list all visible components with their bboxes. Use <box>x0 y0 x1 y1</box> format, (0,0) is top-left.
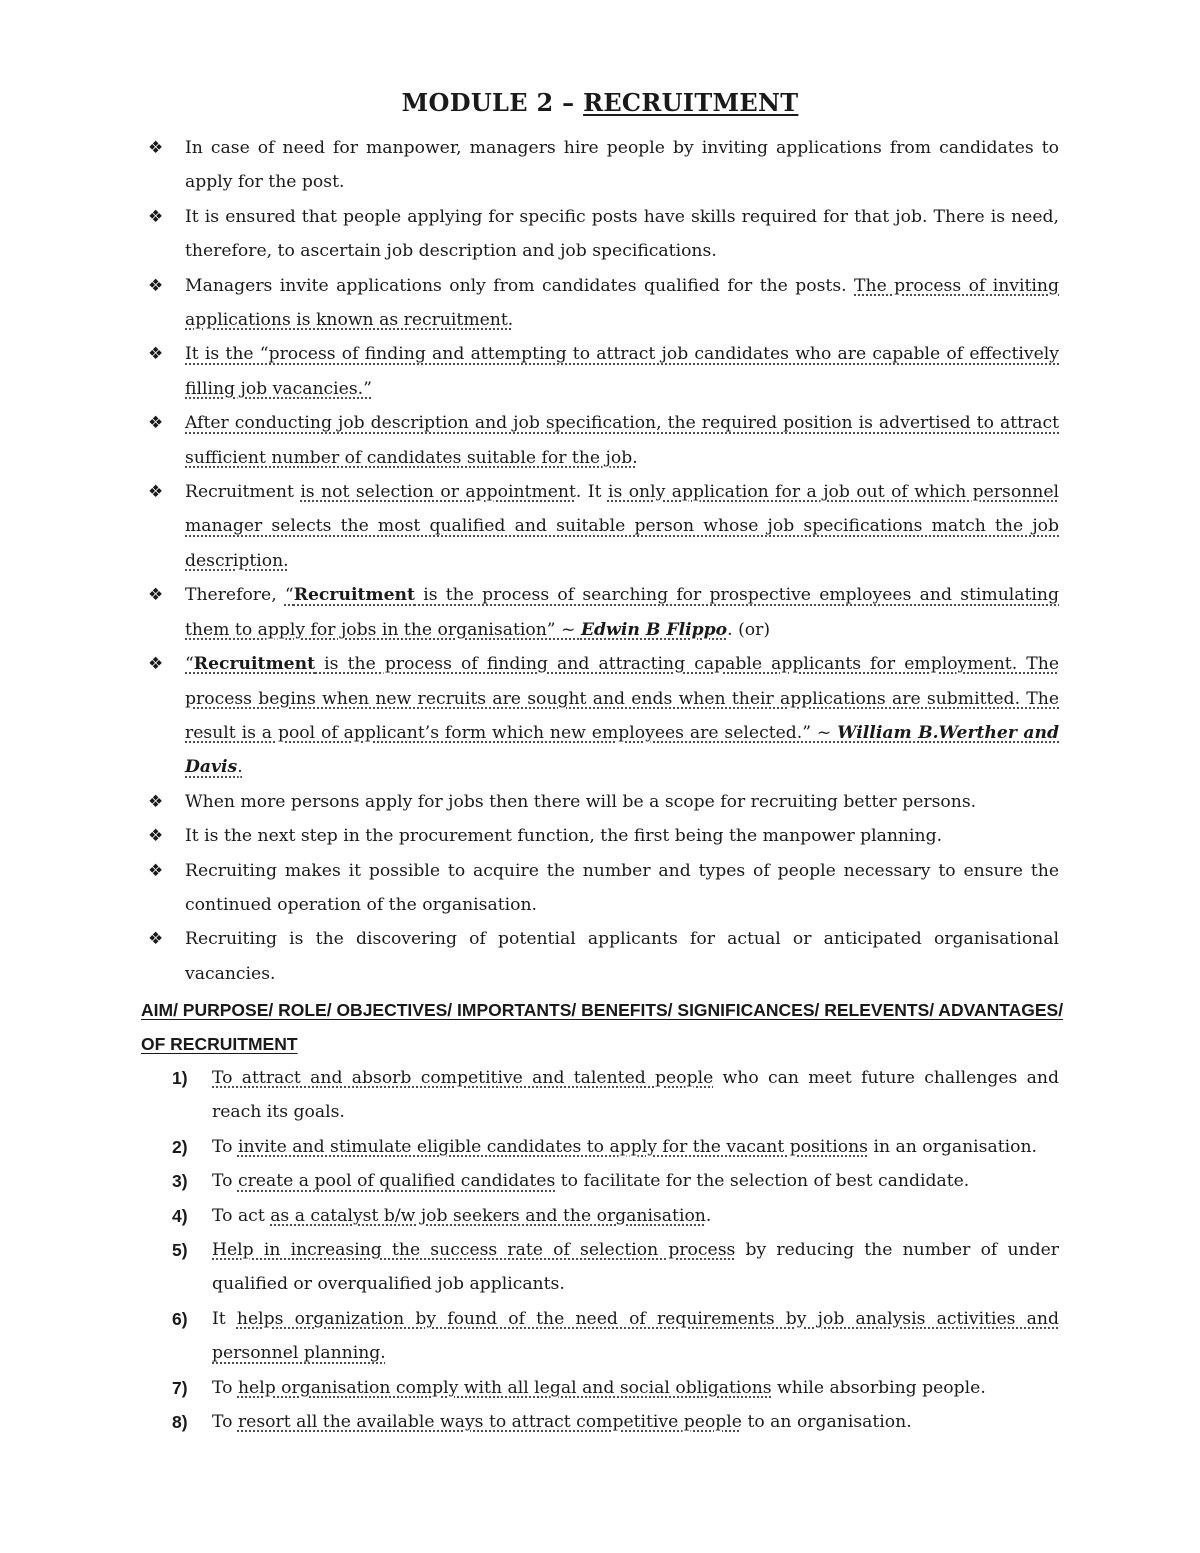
text-run: “ <box>185 654 194 675</box>
text-run: Recruitment <box>193 654 316 675</box>
text-run: Help in increasing the success rate of selection process <box>212 1240 736 1261</box>
bullet-item <box>148 200 1059 269</box>
bullet-item <box>148 475 1059 578</box>
text-run: To <box>212 1171 238 1192</box>
text-run: It is the next step in the procurement function, the first being the manpower planning. <box>185 826 943 847</box>
text-run: Recruitment <box>185 482 301 503</box>
bullet-list <box>148 131 1059 991</box>
bullet-text <box>185 585 1059 639</box>
bullet-text <box>185 792 976 812</box>
bullet-text <box>185 207 1059 261</box>
text-run: William B.Werther and Davis <box>185 722 1059 778</box>
diamond-bullet-icon: ❖ <box>148 206 164 227</box>
text-run: Edwin B Flippo <box>580 619 728 640</box>
diamond-bullet-icon: ❖ <box>148 791 164 812</box>
title-prefix: MODULE 2 – <box>401 88 584 117</box>
section-heading: AIM/ PURPOSE/ ROLE/ OBJECTIVES/ IMPORTANTS/ BENEFITS/ SIGNIFICANCES/ RELEVENTS/ ADVANTAGES/ OF RECRUITMENT <box>141 1000 1064 1055</box>
text-run: To <box>212 1136 238 1157</box>
text-run: In case of need for manpower, managers hire people by inviting applications from candidates to apply for the post. <box>185 138 1059 193</box>
diamond-bullet-icon: ❖ <box>148 275 164 296</box>
bullet-text <box>185 929 1059 983</box>
objective-text <box>212 1240 1059 1294</box>
text-run: is only application for a job out of which personnel manager selects the most qualified and suitable person whose job specifications match the job description. <box>185 482 1060 571</box>
bullet-text <box>185 138 1059 192</box>
diamond-bullet-icon: ❖ <box>148 654 164 675</box>
objective-number: 3) <box>172 1171 188 1192</box>
objective-item <box>172 1199 1059 1233</box>
text-run: Therefore, <box>185 585 285 606</box>
text-run: who can meet future challenges and reach its goals. <box>212 1068 1059 1123</box>
bullet-item <box>148 785 1059 819</box>
bullet-item <box>148 854 1059 923</box>
text-run: create a pool of qualified candidates <box>237 1171 556 1192</box>
text-run: . <box>237 757 243 778</box>
text-run: to facilitate for the selection of best candidate. <box>555 1171 970 1192</box>
objective-item <box>172 1130 1059 1164</box>
bullet-text <box>185 413 1059 467</box>
objective-text <box>212 1378 986 1398</box>
diamond-bullet-icon: ❖ <box>148 482 164 503</box>
objective-text <box>212 1171 969 1191</box>
bullet-text <box>185 276 1059 330</box>
bullet-text <box>185 344 1059 398</box>
text-run: The process of inviting applications is known as recruitment. <box>185 275 1059 331</box>
bullet-item <box>148 406 1059 475</box>
diamond-bullet-icon: ❖ <box>148 344 164 365</box>
text-run: Managers invite applications only from candidates qualified for the posts. <box>185 275 855 296</box>
text-run: to an organisation. <box>741 1412 912 1433</box>
text-run: help organisation comply with all legal and social obligations <box>237 1377 772 1398</box>
text-run: To <box>212 1377 238 1398</box>
objective-item <box>172 1061 1059 1130</box>
text-run: is the process of searching for prospective employees and stimulating them to apply for jobs in the organisation” ~ <box>185 585 1060 640</box>
title-main: RECRUITMENT <box>583 88 799 117</box>
text-run: It <box>212 1308 237 1329</box>
objective-text <box>212 1137 1037 1157</box>
objective-text <box>212 1068 1059 1122</box>
bullet-text <box>185 826 942 846</box>
text-run: as a catalyst b/w job seekers and the organisation <box>270 1205 706 1226</box>
objective-number: 7) <box>172 1377 188 1398</box>
bullet-item <box>148 269 1059 338</box>
objective-number: 2) <box>172 1136 188 1157</box>
objective-text <box>212 1412 912 1432</box>
page-title <box>0 88 1200 117</box>
text-run: It is the “process of finding and attempting to attract job candidates who are capable of effectively filling job vacancies.” <box>185 344 1059 399</box>
bullet-text <box>185 654 1059 777</box>
bullet-item <box>148 131 1059 200</box>
bullet-text <box>185 861 1059 915</box>
diamond-bullet-icon: ❖ <box>148 138 164 158</box>
bullet-item <box>148 819 1059 853</box>
text-run: helps organization by found of the need of requirements by job analysis activities and personnel planning. <box>212 1308 1059 1364</box>
objective-item <box>172 1164 1059 1198</box>
text-run: After conducting job description and job specification, the required position is advertised to attract sufficient number of candidates suitable for the job. <box>185 413 1059 468</box>
objective-number: 8) <box>172 1412 188 1433</box>
text-run: in an organisation. <box>868 1136 1038 1157</box>
objective-item <box>172 1302 1059 1371</box>
text-run: To act <box>212 1205 271 1226</box>
text-run: invite and stimulate eligible candidates to apply for the vacant positions <box>237 1136 868 1157</box>
diamond-bullet-icon: ❖ <box>148 585 164 606</box>
text-run: . <box>705 1205 712 1226</box>
text-run: Recruitment <box>293 585 415 606</box>
bullet-item <box>148 578 1059 647</box>
objective-text <box>212 1309 1059 1363</box>
diamond-bullet-icon: ❖ <box>148 826 164 847</box>
objective-text <box>212 1206 711 1226</box>
diamond-bullet-icon: ❖ <box>148 413 164 434</box>
objective-number: 1) <box>172 1068 188 1088</box>
objective-number: 5) <box>172 1240 188 1261</box>
objectives-list <box>172 1061 1059 1439</box>
text-run: . It <box>575 482 608 503</box>
bullet-text <box>185 482 1059 571</box>
text-run: To attract and absorb competitive and talented people <box>212 1068 714 1088</box>
bullet-item <box>148 337 1059 406</box>
text-run: is the process of finding and attracting capable applicants for employment. The process begins when new recruits are sought and ends when their applications are submitted. The result is a pool of applicant’s form which new employees are selected.” ~ <box>185 654 1059 743</box>
text-run: It is ensured that people applying for specific posts have skills required for that job. There is need, therefore, to ascertain job description and job specifications. <box>185 206 1059 262</box>
objective-number: 6) <box>172 1308 188 1329</box>
objective-item <box>172 1371 1059 1405</box>
diamond-bullet-icon: ❖ <box>148 860 164 881</box>
text-run: “ <box>284 585 294 606</box>
text-run: while absorbing people. <box>771 1377 986 1398</box>
objective-item <box>172 1405 1059 1439</box>
text-run: When more persons apply for jobs then there will be a scope for recruiting better persons. <box>185 791 977 812</box>
text-run: is not selection or appointment <box>300 482 576 503</box>
text-run: . (or) <box>727 619 771 640</box>
text-run: resort all the available ways to attract competitive people <box>237 1412 742 1433</box>
diamond-bullet-icon: ❖ <box>148 929 164 950</box>
objective-item <box>172 1233 1059 1302</box>
objective-number: 4) <box>172 1205 188 1226</box>
bullet-item <box>148 922 1059 991</box>
text-run: Recruiting makes it possible to acquire the number and types of people necessary to ensure the continued operation of the organisation. <box>185 860 1059 915</box>
text-run: Recruiting is the discovering of potential applicants for actual or anticipated organisational vacancies. <box>185 929 1059 984</box>
text-run: by reducing the number of under qualified or overqualified job applicants. <box>212 1240 1059 1295</box>
bullet-item <box>148 647 1059 785</box>
text-run: To <box>212 1412 238 1433</box>
